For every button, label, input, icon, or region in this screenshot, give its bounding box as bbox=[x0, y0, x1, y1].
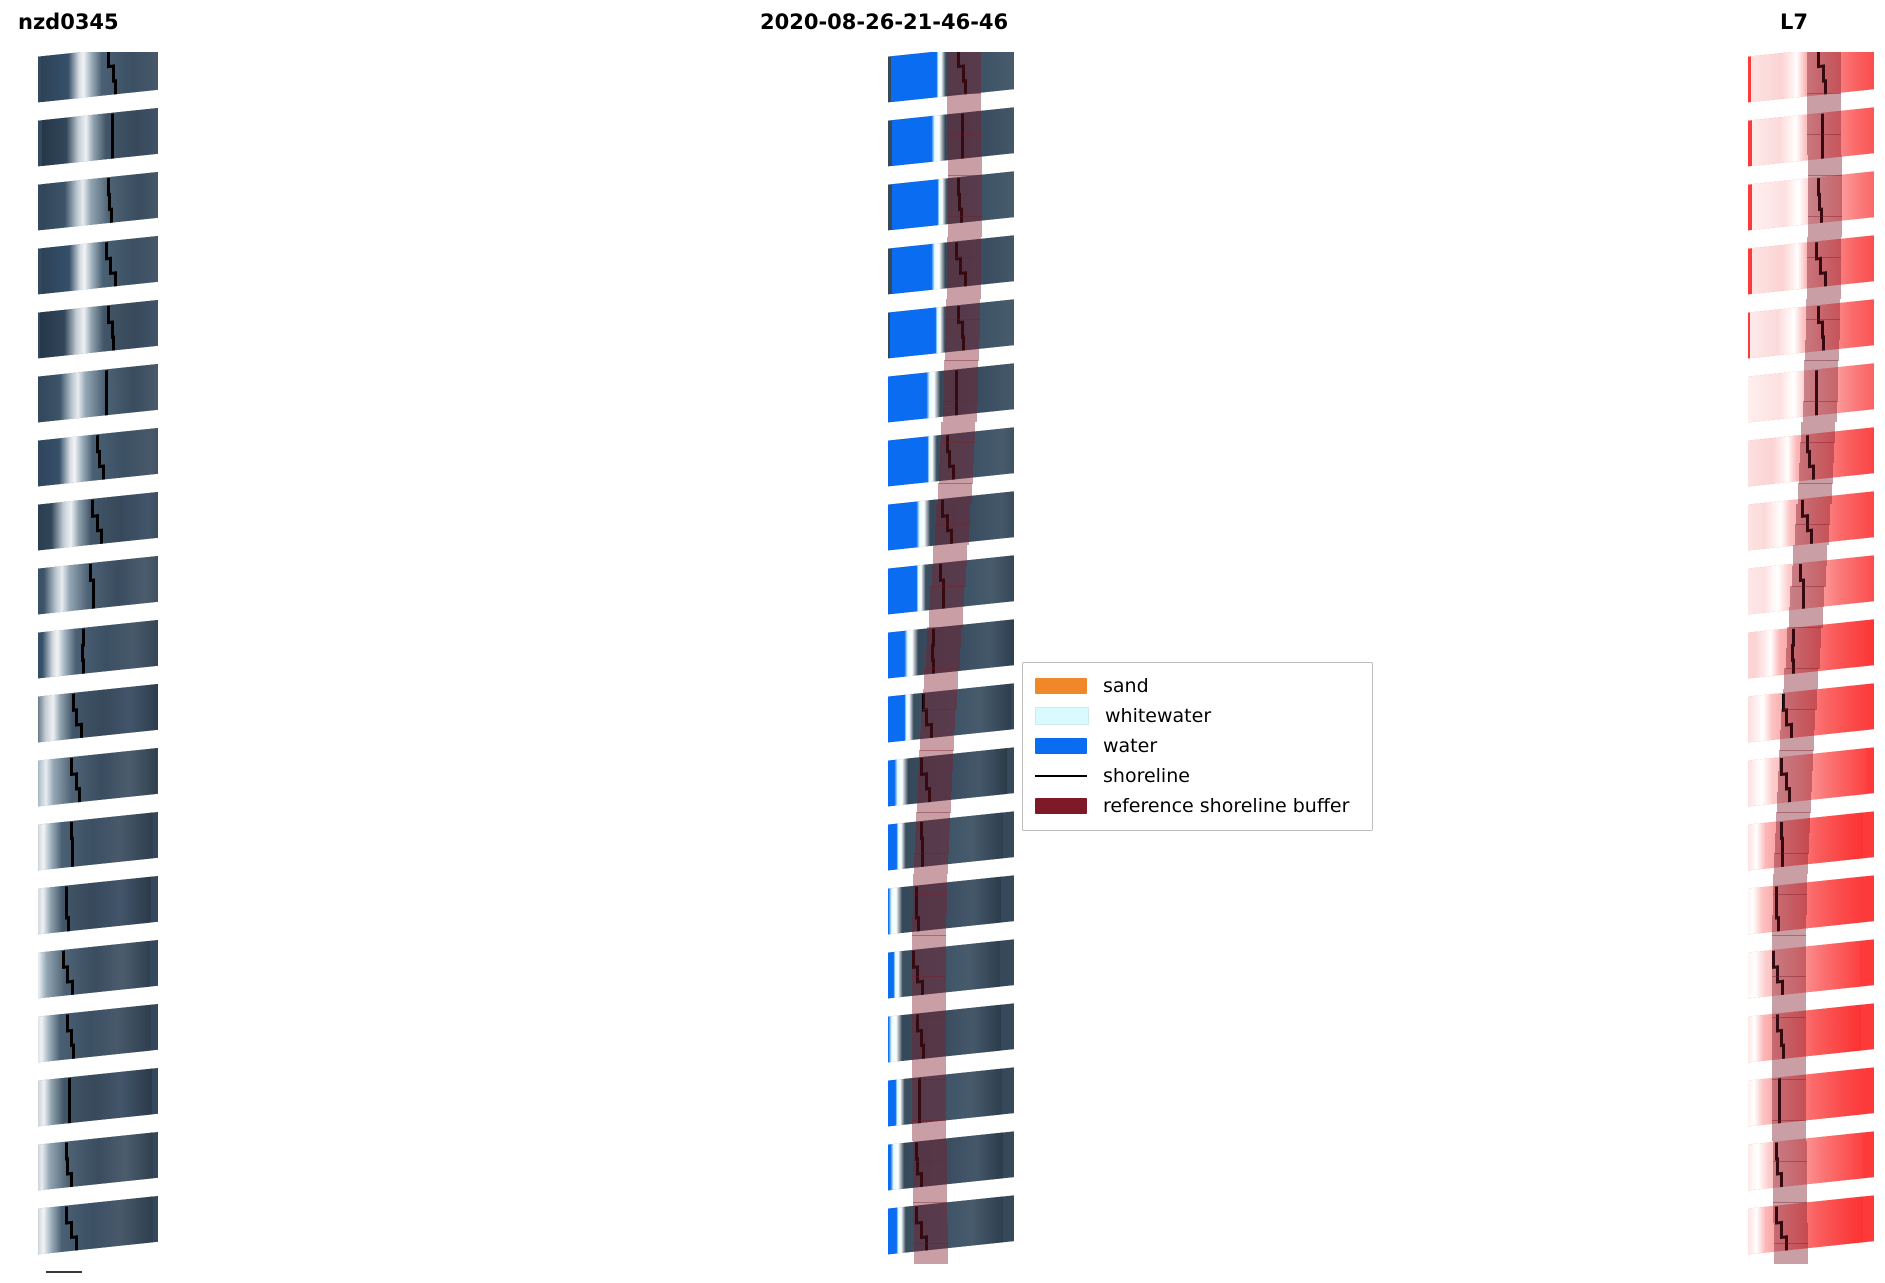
scalebar-bar bbox=[46, 1271, 82, 1273]
legend-item-sand bbox=[1035, 671, 1362, 701]
reference-shoreline-buffer bbox=[1775, 833, 1809, 854]
reference-shoreline-buffer bbox=[1772, 1038, 1806, 1059]
reference-shoreline-buffer bbox=[1801, 422, 1835, 443]
reference-shoreline-buffer bbox=[914, 853, 948, 874]
reference-shoreline-buffer bbox=[1777, 792, 1811, 813]
reference-shoreline-buffer bbox=[913, 1161, 947, 1182]
reference-shoreline-buffer bbox=[944, 381, 978, 402]
reference-shoreline-buffer bbox=[947, 73, 981, 94]
shoreline-segment bbox=[75, 708, 78, 724]
shoreline-segment bbox=[67, 916, 70, 932]
reference-shoreline-buffer bbox=[1789, 607, 1823, 628]
reference-shoreline-buffer bbox=[932, 566, 966, 587]
reference-shoreline-buffer bbox=[917, 792, 951, 813]
legend-item-reference-buffer bbox=[1035, 791, 1362, 821]
shoreline-segment bbox=[92, 579, 95, 595]
shoreline-segment bbox=[112, 335, 115, 351]
shoreline-segment bbox=[114, 271, 117, 287]
reference-shoreline-buffer bbox=[948, 155, 982, 176]
legend-item-whitewater bbox=[1035, 701, 1362, 731]
reference-shoreline-buffer bbox=[1804, 381, 1838, 402]
reference-shoreline-buffer bbox=[1808, 216, 1842, 237]
reference-shoreline-buffer bbox=[913, 1182, 947, 1203]
reference-shoreline-buffer bbox=[948, 196, 982, 217]
shoreline-segment bbox=[92, 594, 95, 610]
reference-shoreline-buffer bbox=[947, 278, 981, 299]
reference-shoreline-buffer bbox=[913, 874, 947, 895]
reference-shoreline-buffer bbox=[912, 1100, 946, 1121]
shoreline-segment bbox=[111, 129, 114, 145]
legend-swatch-water bbox=[1035, 738, 1087, 754]
reference-shoreline-buffer bbox=[924, 668, 958, 689]
reference-shoreline-buffer bbox=[948, 175, 982, 196]
reference-shoreline-buffer bbox=[1792, 566, 1826, 587]
reference-shoreline-buffer bbox=[1772, 1059, 1806, 1080]
reference-shoreline-buffer bbox=[919, 750, 953, 771]
shoreline-segment bbox=[110, 208, 113, 224]
reference-shoreline-buffer bbox=[1772, 956, 1806, 977]
shoreline-segment bbox=[66, 1157, 69, 1173]
reference-shoreline-buffer bbox=[1774, 853, 1808, 874]
reference-shoreline-buffer bbox=[1808, 155, 1842, 176]
shoreline-segment bbox=[66, 965, 69, 981]
reference-shoreline-buffer bbox=[1772, 1100, 1806, 1121]
shoreline-segment bbox=[108, 193, 111, 209]
reference-shoreline-buffer bbox=[1783, 689, 1817, 710]
legend-item-shoreline bbox=[1035, 761, 1362, 791]
reference-shoreline-buffer bbox=[1793, 545, 1827, 566]
reference-shoreline-buffer bbox=[945, 340, 979, 361]
reference-shoreline-buffer bbox=[914, 1243, 948, 1264]
reference-shoreline-buffer bbox=[936, 504, 970, 525]
reference-shoreline-buffer bbox=[913, 1202, 947, 1223]
panel-title-date: 2020-08-26-21-46-46 bbox=[760, 10, 1009, 34]
shoreline-segment bbox=[66, 1014, 69, 1030]
reference-shoreline-buffer bbox=[1808, 175, 1842, 196]
shoreline-segment bbox=[71, 837, 74, 853]
shoreline-segment bbox=[68, 1078, 71, 1094]
reference-shoreline-buffer bbox=[912, 1059, 946, 1080]
reference-shoreline-buffer bbox=[1774, 1223, 1808, 1244]
shoreline-segment bbox=[75, 772, 78, 788]
shoreline-segment bbox=[82, 629, 85, 645]
shoreline-segment bbox=[65, 1206, 68, 1222]
shoreline-segment bbox=[70, 1221, 73, 1237]
shoreline-segment bbox=[68, 1093, 71, 1109]
reference-shoreline-buffer bbox=[912, 915, 946, 936]
shoreline-segment bbox=[68, 1108, 71, 1124]
reference-shoreline-buffer bbox=[921, 709, 955, 730]
reference-shoreline-buffer bbox=[1772, 935, 1806, 956]
legend-label-sand: sand bbox=[1103, 675, 1149, 697]
shoreline-segment bbox=[114, 79, 117, 95]
reference-shoreline-buffer bbox=[913, 894, 947, 915]
reference-shoreline-buffer bbox=[1790, 586, 1824, 607]
reference-shoreline-buffer bbox=[1780, 730, 1814, 751]
shoreline-segment bbox=[65, 1142, 68, 1158]
reference-shoreline-buffer bbox=[912, 1079, 946, 1100]
shoreline-segment bbox=[65, 901, 68, 917]
reference-shoreline-buffer bbox=[1773, 1141, 1807, 1162]
reference-shoreline-buffer bbox=[1781, 709, 1815, 730]
panel-title-satellite: L7 bbox=[1780, 10, 1808, 34]
reference-shoreline-buffer bbox=[935, 524, 969, 545]
reference-shoreline-buffer bbox=[1795, 524, 1829, 545]
reference-shoreline-buffer bbox=[1772, 1017, 1806, 1038]
shoreline-segment bbox=[82, 659, 85, 675]
reference-shoreline-buffer bbox=[1784, 668, 1818, 689]
legend-label-water: water bbox=[1103, 735, 1158, 757]
shoreline-segment bbox=[71, 980, 74, 996]
reference-shoreline-buffer bbox=[1773, 1161, 1807, 1182]
reference-shoreline-buffer bbox=[947, 134, 981, 155]
reference-shoreline-buffer bbox=[947, 237, 981, 258]
shoreline-segment bbox=[70, 1172, 73, 1188]
reference-shoreline-buffer bbox=[912, 935, 946, 956]
reference-shoreline-buffer bbox=[912, 1120, 946, 1141]
reference-shoreline-buffer bbox=[1807, 237, 1841, 258]
reference-shoreline-buffer bbox=[1807, 257, 1841, 278]
reference-shoreline-buffer bbox=[1804, 360, 1838, 381]
legend-label-shoreline: shoreline bbox=[1103, 765, 1190, 787]
reference-shoreline-buffer bbox=[1773, 894, 1807, 915]
shoreline-segment bbox=[89, 564, 92, 580]
panel-title-site: nzd0345 bbox=[18, 10, 119, 34]
reference-shoreline-buffer bbox=[1806, 299, 1840, 320]
reference-shoreline-buffer bbox=[912, 1038, 946, 1059]
legend-label-reference-buffer: reference shoreline buffer bbox=[1103, 795, 1350, 817]
reference-shoreline-buffer bbox=[923, 689, 957, 710]
reference-shoreline-buffer bbox=[929, 607, 963, 628]
reference-shoreline-buffer bbox=[926, 648, 960, 669]
shoreline-segment bbox=[100, 529, 103, 545]
legend bbox=[1022, 662, 1373, 831]
reference-shoreline-buffer bbox=[1807, 134, 1841, 155]
reference-shoreline-buffer bbox=[1807, 93, 1841, 114]
reference-shoreline-buffer bbox=[914, 1223, 948, 1244]
reference-shoreline-buffer bbox=[1798, 483, 1832, 504]
reference-shoreline-buffer bbox=[1772, 1120, 1806, 1141]
shoreline-segment bbox=[91, 500, 94, 516]
reference-shoreline-buffer bbox=[1773, 874, 1807, 895]
reference-shoreline-buffer bbox=[1806, 319, 1840, 340]
reference-shoreline-buffer bbox=[941, 422, 975, 443]
shoreline-segment bbox=[70, 1029, 73, 1045]
shoreline-segment bbox=[72, 1044, 75, 1060]
shoreline-segment bbox=[102, 464, 105, 480]
reference-shoreline-buffer bbox=[912, 997, 946, 1018]
shoreline-segment bbox=[96, 435, 99, 451]
reference-shoreline-buffer bbox=[1779, 750, 1813, 771]
shoreline-segment bbox=[109, 257, 112, 273]
shoreline-segment bbox=[78, 787, 81, 803]
reference-shoreline-buffer bbox=[939, 463, 973, 484]
shoreline-segment bbox=[75, 1235, 78, 1251]
legend-swatch-reference-buffer bbox=[1035, 798, 1087, 814]
reference-shoreline-buffer bbox=[947, 93, 981, 114]
shoreline-segment bbox=[111, 144, 114, 160]
reference-shoreline-buffer bbox=[1803, 401, 1837, 422]
legend-item-water bbox=[1035, 731, 1362, 761]
reference-shoreline-buffer bbox=[1778, 771, 1812, 792]
reference-shoreline-buffer bbox=[933, 545, 967, 566]
reference-shoreline-buffer bbox=[946, 299, 980, 320]
shoreline-segment bbox=[81, 644, 84, 660]
reference-shoreline-buffer bbox=[948, 216, 982, 237]
reference-shoreline-buffer bbox=[940, 442, 974, 463]
reference-shoreline-buffer bbox=[1772, 915, 1806, 936]
legend-label-whitewater: whitewater bbox=[1105, 705, 1212, 727]
panel-nir-imagery bbox=[1748, 52, 1874, 1264]
reference-shoreline-buffer bbox=[1773, 1202, 1807, 1223]
reference-shoreline-buffer bbox=[912, 976, 946, 997]
reference-shoreline-buffer bbox=[1796, 504, 1830, 525]
shoreline-segment bbox=[112, 64, 115, 80]
reference-shoreline-buffer bbox=[920, 730, 954, 751]
reference-shoreline-buffer bbox=[1772, 997, 1806, 1018]
shoreline-segment bbox=[70, 822, 73, 838]
shoreline-segment bbox=[71, 852, 74, 868]
panel-classified-imagery bbox=[888, 52, 1014, 1264]
legend-swatch-sand bbox=[1035, 678, 1087, 694]
shoreline-segment bbox=[70, 758, 73, 774]
legend-swatch-whitewater bbox=[1035, 707, 1089, 725]
reference-shoreline-buffer bbox=[1772, 976, 1806, 997]
reference-shoreline-buffer bbox=[916, 812, 950, 833]
shoreline-segment bbox=[72, 694, 75, 710]
reference-shoreline-buffer bbox=[1772, 1079, 1806, 1100]
reference-shoreline-buffer bbox=[1776, 812, 1810, 833]
panel-rgb-imagery bbox=[38, 52, 158, 1264]
scalebar bbox=[40, 1267, 84, 1275]
reference-shoreline-buffer bbox=[927, 627, 961, 648]
shoreline-segment bbox=[80, 723, 83, 739]
shoreline-segment bbox=[98, 450, 101, 466]
reference-shoreline-buffer bbox=[1773, 1182, 1807, 1203]
shoreline-segment bbox=[107, 178, 110, 194]
reference-shoreline-buffer bbox=[930, 586, 964, 607]
reference-shoreline-buffer bbox=[1807, 114, 1841, 135]
reference-shoreline-buffer bbox=[1774, 1243, 1808, 1264]
reference-shoreline-buffer bbox=[1799, 463, 1833, 484]
reference-shoreline-buffer bbox=[946, 319, 980, 340]
reference-shoreline-buffer bbox=[1807, 52, 1841, 73]
shoreline-segment bbox=[65, 886, 68, 902]
reference-shoreline-buffer bbox=[1800, 442, 1834, 463]
shoreline-segment bbox=[107, 306, 110, 322]
reference-shoreline-buffer bbox=[1786, 648, 1820, 669]
shoreline-segment bbox=[96, 514, 99, 530]
reference-shoreline-buffer bbox=[912, 956, 946, 977]
reference-shoreline-buffer bbox=[1807, 278, 1841, 299]
reference-shoreline-buffer bbox=[918, 771, 952, 792]
shoreline-segment bbox=[62, 951, 65, 967]
shoreline-segment bbox=[105, 370, 108, 386]
reference-shoreline-buffer bbox=[947, 257, 981, 278]
reference-shoreline-buffer bbox=[944, 360, 978, 381]
reference-shoreline-buffer bbox=[915, 833, 949, 854]
reference-shoreline-buffer bbox=[943, 401, 977, 422]
reference-shoreline-buffer bbox=[947, 52, 981, 73]
reference-shoreline-buffer bbox=[947, 114, 981, 135]
shoreline-segment bbox=[111, 321, 114, 337]
shoreline-segment bbox=[105, 242, 108, 258]
reference-shoreline-buffer bbox=[938, 483, 972, 504]
reference-shoreline-buffer bbox=[912, 1017, 946, 1038]
reference-shoreline-buffer bbox=[913, 1141, 947, 1162]
shoreline-segment bbox=[105, 400, 108, 416]
reference-shoreline-buffer bbox=[1808, 196, 1842, 217]
reference-shoreline-buffer bbox=[1807, 73, 1841, 94]
reference-shoreline-buffer bbox=[1787, 627, 1821, 648]
shoreline-segment bbox=[105, 385, 108, 401]
reference-shoreline-buffer bbox=[1805, 340, 1839, 361]
shoreline-segment bbox=[111, 114, 114, 130]
legend-line-shoreline bbox=[1035, 768, 1087, 784]
